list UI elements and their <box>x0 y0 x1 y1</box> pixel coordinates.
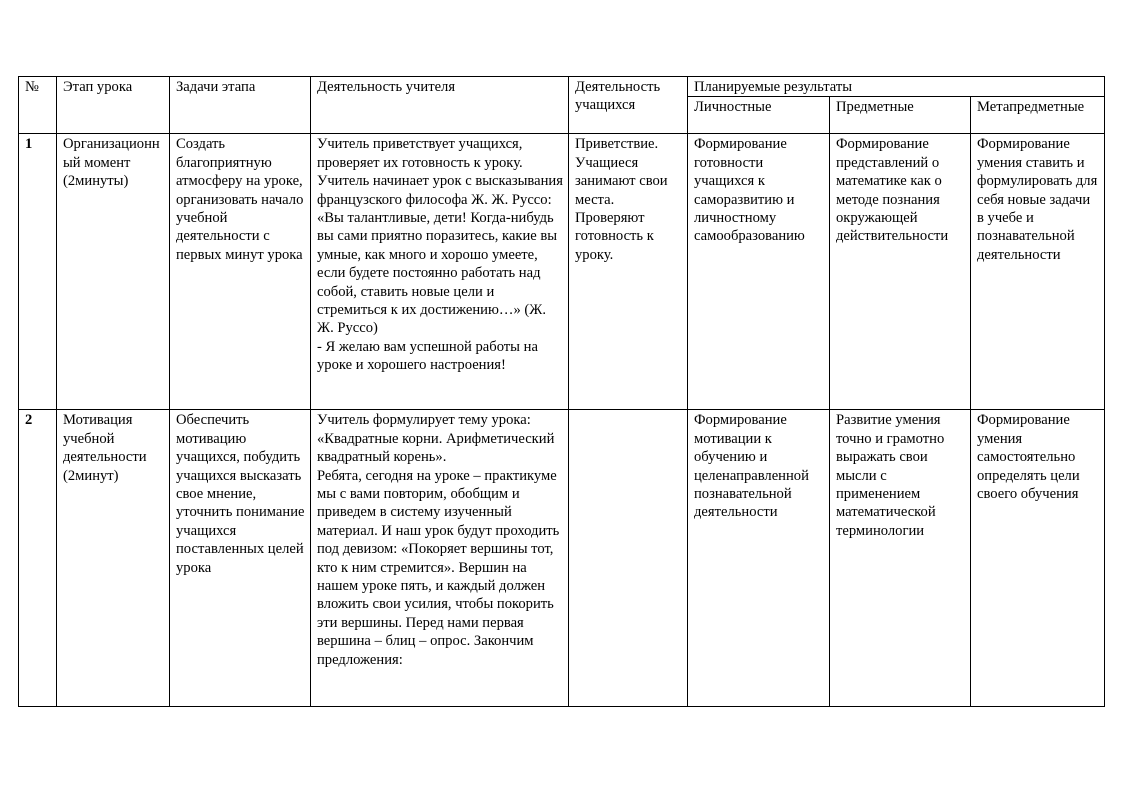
row-tasks: Создать благоприятную атмосферу на уроке, организовать начало учебной деятельности с первых минут урока <box>170 134 311 410</box>
lesson-plan-table <box>18 76 1105 707</box>
row-personal-results: Формирование готовности учащихся к саморазвитию и личностному самообразованию <box>688 134 830 410</box>
row-number: 1 <box>19 134 57 410</box>
row-stage: Мотивация учебной деятельности (2минут) <box>57 410 170 707</box>
header-teacher-activity: Деятельность учителя <box>311 77 569 134</box>
header-meta: Метапредметные <box>971 97 1105 134</box>
row-subject-results: Формирование представлений о математике как о методе познания окружающей действительности <box>830 134 971 410</box>
header-subject: Предметные <box>830 97 971 134</box>
row-student-activity: Приветствие. Учащиеся занимают свои места. Проверяют готовность к уроку. <box>569 134 688 410</box>
row-stage: Организационный момент (2минуты) <box>57 134 170 410</box>
header-num: № <box>19 77 57 134</box>
row-personal-results: Формирование мотивации к обучению и целенаправленной познавательной деятельности <box>688 410 830 707</box>
row-tasks: Обеспечить мотивацию учащихся, побудить учащихся высказать свое мнение, уточнить понимание учащихся поставленных целей урока <box>170 410 311 707</box>
table-row <box>19 410 1105 707</box>
header-personal: Личностные <box>688 97 830 134</box>
header-stage: Этап урока <box>57 77 170 134</box>
row-subject-results: Развитие умения точно и грамотно выражать свои мысли с применением математической терминологии <box>830 410 971 707</box>
row-meta-results: Формирование умения самостоятельно определять цели своего обучения <box>971 410 1105 707</box>
table-row <box>19 134 1105 410</box>
row-teacher-activity: Учитель формулирует тему урока: «Квадратные корни. Арифметический квадратный корень». Ребята, сегодня на уроке – практикуме мы с вами повторим, обобщим и приведем в систему изученный материал. И наш урок будут проходить под девизом: «Покоряет вершины тот, кто к ним стремится». Вершин на нашем уроке пять, и каждый должен вложить свои усилия, чтобы покорить эти вершины. Перед нами первая вершина – блиц – опрос. Закончим предложения: <box>311 410 569 707</box>
row-number: 2 <box>19 410 57 707</box>
row-student-activity <box>569 410 688 707</box>
row-teacher-activity: Учитель приветствует учащихся, проверяет их готовность к уроку. Учитель начинает урок с высказывания французского философа Ж. Ж. Руссо: «Вы талантливые, дети! Когда-нибудь вы сами приятно поразитесь, какие вы умные, как много и хорошо умеете, если будете постоянно работать над собой, ставить новые цели и стремиться к их достижению…» (Ж. Ж. Руссо) - Я желаю вам успешной работы на уроке и хорошего настроения! <box>311 134 569 410</box>
header-student-activity: Деятельность учащихся <box>569 77 688 134</box>
header-row-top <box>19 77 1105 97</box>
header-planned-results: Планируемые результаты <box>688 77 1105 97</box>
row-meta-results: Формирование умения ставить и формулировать для себя новые задачи в учебе и познавательной деятельности <box>971 134 1105 410</box>
header-tasks: Задачи этапа <box>170 77 311 134</box>
